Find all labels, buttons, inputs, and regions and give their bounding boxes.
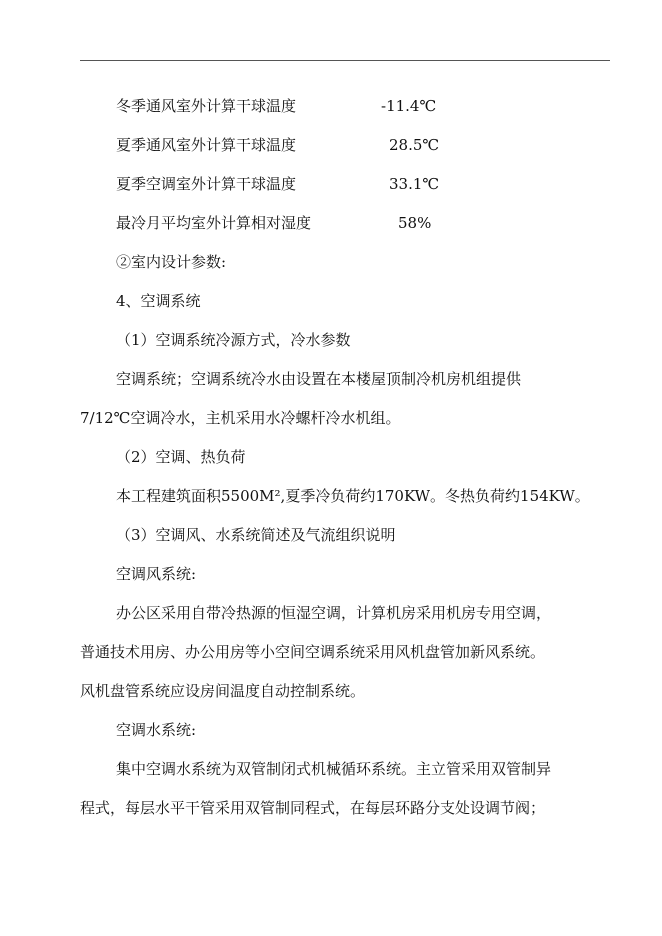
param-row-summer-vent <box>0 133 662 157</box>
paragraph-line: 普通技术用房、办公用房等小空间空调系统采用风机盘管加新风系统。 <box>80 643 546 661</box>
param-label: 夏季空调室外计算干球温度 <box>116 175 297 193</box>
param-value: 33.1℃ <box>389 175 440 193</box>
heading-air-system: 空调风系统: <box>116 565 197 583</box>
subsection-heading-loads: （2）空调、热负荷 <box>116 448 246 466</box>
indoor-params-heading: ②室内设计参数: <box>116 253 227 271</box>
paragraph-line: 风机盘管系统应设房间温度自动控制系统。 <box>80 682 366 700</box>
paragraph-line: 办公区采用自带冷热源的恒湿空调，计算机房采用机房专用空调， <box>116 604 552 622</box>
heading-water-system: 空调水系统: <box>116 721 197 739</box>
param-row-humidity <box>0 211 662 235</box>
paragraph-line: 本工程建筑面积5500M²,夏季冷负荷约170KW。冬热负荷约154KW。 <box>116 487 590 505</box>
param-value: -11.4℃ <box>381 97 437 115</box>
param-value: 28.5℃ <box>389 136 440 154</box>
subsection-heading-air-water: （3）空调风、水系统简述及气流组织说明 <box>116 526 396 544</box>
section-heading-ac-system: 4、空调系统 <box>116 292 201 310</box>
paragraph-line: 程式，每层水平干管采用双管制同程式，在每层环路分支处设调节阀； <box>80 799 546 817</box>
paragraph-line: 空调系统；空调系统冷水由设置在本楼屋顶制冷机房机组提供 <box>116 370 522 388</box>
header-rule <box>80 60 610 61</box>
subsection-heading-cooling-source: （1）空调系统冷源方式，冷水参数 <box>116 331 351 349</box>
param-label: 最冷月平均室外计算相对湿度 <box>116 214 312 232</box>
paragraph-line: 集中空调水系统为双管制闭式机械循环系统。主立管采用双管制异 <box>116 760 552 778</box>
param-label: 夏季通风室外计算干球温度 <box>116 136 297 154</box>
paragraph-line: 7/12℃空调冷水，主机采用水冷螺杆冷水机组。 <box>80 409 401 427</box>
param-row-winter-vent <box>0 94 662 118</box>
param-value: 58% <box>398 214 432 232</box>
param-label: 冬季通风室外计算干球温度 <box>116 97 297 115</box>
param-row-summer-ac <box>0 172 662 196</box>
